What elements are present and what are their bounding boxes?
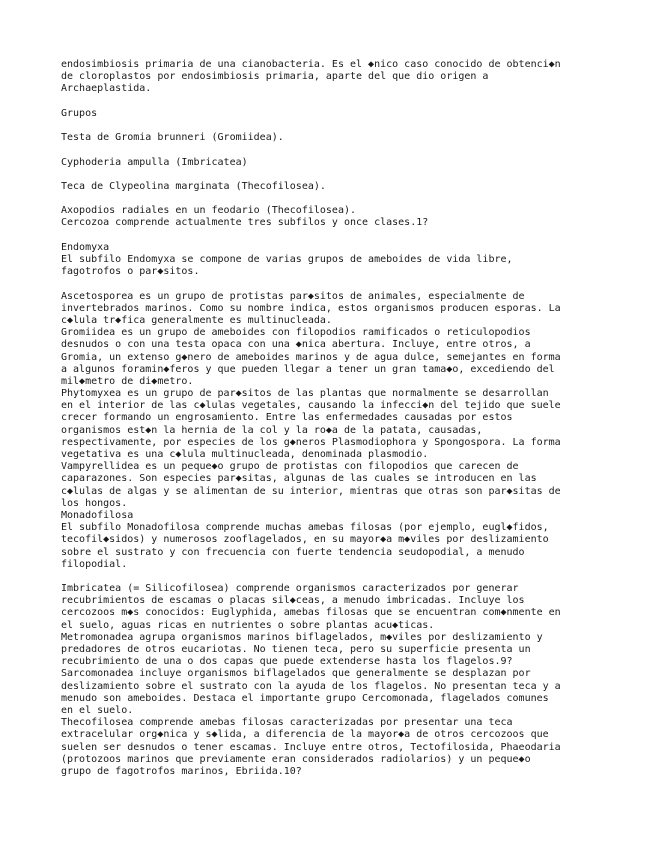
text-line: invertebrados marinos. Como su nombre indica, estos organismos producen esporas. La <box>61 302 561 314</box>
text-line: sobre el sustrato y con frecuencia con fuerte tendencia seudopodial, a menudo <box>61 546 525 558</box>
text-line: crecer formando un engrosamiento. Entre las enfermedades causadas por estos <box>61 412 513 424</box>
text-line: a algunos foramin◆feros y que pueden llegar a tener un gran tama◆o, excediendo del <box>61 363 555 375</box>
text-line: Cercozoa comprende actualmente tres subfilos y once clases.1? <box>61 217 429 229</box>
text-line: predadores de otros eucariotas. No tienen teca, pero su superficie presenta un <box>61 644 531 655</box>
blank-line <box>61 278 621 290</box>
text-line: deslizamiento sobre el sustrato con la ayuda de los flagelos. No presentan teca y a <box>61 680 561 692</box>
text-line: endosimbiosis primaria de una cianobacteria. Es el ◆nico caso conocido de obtenci◆n <box>61 59 561 70</box>
text-line: c◆lulas de algas y se alimentan de su interior, mientras que otras son par◆sitas de <box>61 485 561 497</box>
text-line: respectivamente, por especies de los g◆neros Plasmodiophora y Spongospora. La forma <box>61 436 561 448</box>
text-line: grupo de fagotrofos marinos, Ebriida.10? <box>61 765 302 777</box>
text-line: caparazones. Son especies par◆sitas, algunas de las cuales se introducen en las <box>61 473 537 485</box>
text-line: Thecofilosea comprende amebas filosas caracterizadas por presentar una teca <box>61 717 513 729</box>
text-line: cercozoos m◆s conocidos: Euglyphida, amebas filosas que se encuentran com◆nmente en <box>61 607 561 619</box>
text-line: los hongos. <box>61 497 128 509</box>
text-line: recubrimiento de una o dos capas que puede extenderse hasta los flagelos.9? <box>61 656 513 668</box>
text-line: El subfilo Endomyxa se compone de varias grupos de ameboides de vida libre, <box>61 254 513 265</box>
text-line: en el interior de las c◆lulas vegetales, causando la infecci◆n del tejido que suele <box>61 400 561 412</box>
text-line: en el suelo. <box>61 704 134 716</box>
text-line: Axopodios radiales en un feodario (Thecofilosea). <box>61 205 357 217</box>
text-line: suelen ser desnudos o tener escamas. Incluye entre otros, Tectofilosida, Phaeodaria <box>61 741 561 753</box>
text-line: organismos est◆n la hernia de la col y la ro◆a de la patata, causadas, <box>61 424 483 436</box>
text-line: el suelo, aguas ricas en nutrientes o sobre plantas acu◆ticas. <box>61 619 435 631</box>
text-line: Teca de Clypeolina marginata (Thecofilosea). <box>61 180 326 192</box>
text-line: Metromonadea agrupa organismos marinos biflagelados, m◆viles por deslizamiento y <box>61 631 543 643</box>
blank-line <box>61 144 621 156</box>
text-line: Sarcomonadea incluye organismos biflagelados que generalmente se desplazan por <box>61 668 531 680</box>
text-line: El subfilo Monadofilosa comprende muchas amebas filosas (por ejemplo, eugl◆fidos, <box>61 522 549 534</box>
text-line: Imbricatea (= Silicofilosea) comprende organismos caracterizados por generar <box>61 583 519 595</box>
blank-line <box>61 96 621 108</box>
text-line: Ascetosporea es un grupo de protistas par◆sitos de animales, especialmente de <box>61 290 525 302</box>
text-line: extracelular org◆nica y s◆lida, a diferencia de la mayor◆a de otros cercozoos que <box>61 729 549 741</box>
blank-line <box>61 169 621 181</box>
blank-line <box>61 193 621 205</box>
text-line: fagotrofos o par◆sitos. <box>61 266 200 278</box>
document-body <box>61 59 621 778</box>
text-line: vegetativa es una c◆lula multinucleada, denominada plasmodio. <box>61 449 429 460</box>
blank-line <box>61 571 621 583</box>
text-line: desnudos o con una testa opaca con una ◆nica abertura. Incluye, entre otros, a <box>61 339 531 351</box>
text-line: Gromia, un extenso g◆nero de ameboides marinos y de agua dulce, semejantes en forma <box>61 351 561 363</box>
text-line: Testa de Gromia brunneri (Gromiidea). <box>61 132 284 144</box>
text-line: filopodial. <box>61 558 128 570</box>
blank-line <box>61 120 621 132</box>
text-line: Grupos <box>61 107 98 119</box>
text-line: Endomyxa <box>61 241 110 253</box>
text-line: tecofil◆sidos) y numerosos zooflagelados, en su mayor◆a m◆viles por deslizamiento <box>61 534 549 546</box>
text-line: de cloroplastos por endosimbiosis primaria, aparte del que dio origen a <box>61 71 489 83</box>
text-line: Vampyrellidea es un peque◆o grupo de protistas con filopodios que carecen de <box>61 461 519 473</box>
text-line: mil◆metro de di◆metro. <box>61 375 194 387</box>
text-line: menudo son ameboides. Destaca el importante grupo Cercomonada, flagelados comunes <box>61 692 549 704</box>
text-line: (protozoos marinos que previamente eran considerados radiolarios) y un peque◆o <box>61 753 531 765</box>
text-line: Archaeplastida. <box>61 83 152 95</box>
text-line: Phytomyxea es un grupo de par◆sitos de las plantas que normalmente se desarrollan <box>61 388 549 400</box>
text-line: recubrimientos de escamas o placas sil◆ceas, a menudo imbricadas. Incluye los <box>61 595 525 607</box>
text-line: Cyphoderia ampulla (Imbricatea) <box>61 156 248 168</box>
text-line: Monadofilosa <box>61 509 134 521</box>
text-line: Gromiidea es un grupo de ameboides con filopodios ramificados o reticulopodios <box>61 327 531 339</box>
text-line: c◆lula tr◆fica generalmente es multinucleada. <box>61 314 332 326</box>
blank-line <box>61 230 621 242</box>
